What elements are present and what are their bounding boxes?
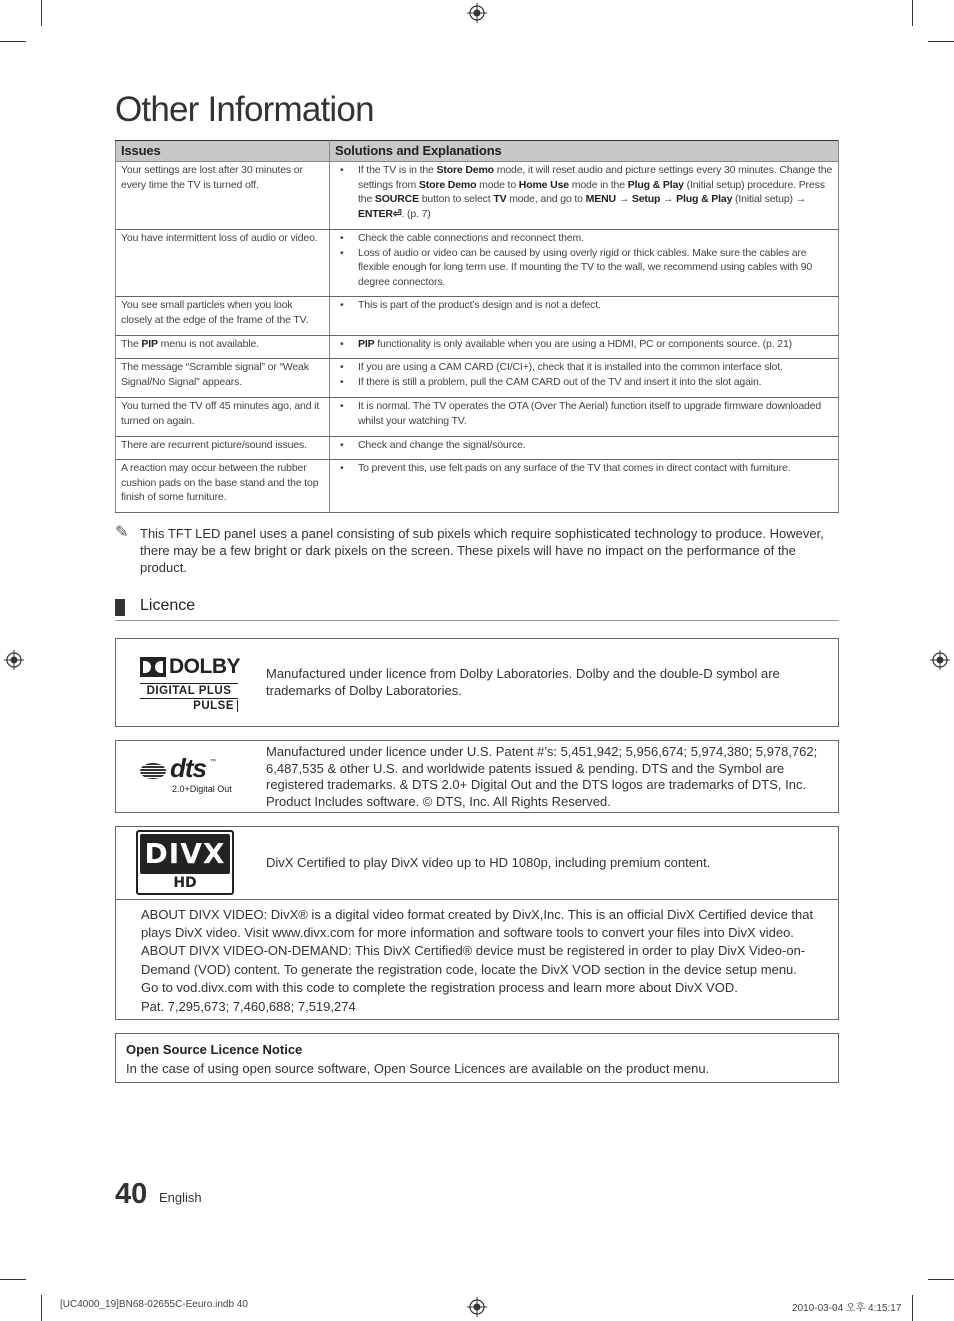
open-source-text: In the case of using open source software, Open Source Licences are available on the product menu. (126, 1061, 710, 1076)
crop-mark (41, 1295, 42, 1321)
issue-cell (116, 460, 330, 513)
solution-item: • Check the cable connections and reconnect them. (335, 231, 833, 246)
solution-cell (330, 297, 839, 336)
issue-text: The PIP menu is not available. (121, 338, 259, 350)
solution-item: • If the TV is in the Store Demo mode, it will reset audio and picture settings every 30 minutes. Change the settings from Store Demo mode to Home Use mode in the Plug & Play (Initial setup) procedure. Press the SOURCE button to select TV mode, and go to MENU → Setup → Plug & Play (Initial setup) → ENTER⏎. (p. 7) (335, 163, 833, 221)
solution-item: • To prevent this, use felt pads on any surface of the TV that comes in direct contact with furniture. (335, 461, 833, 476)
table-row (116, 359, 839, 398)
table-row (116, 437, 839, 460)
crop-mark (41, 0, 42, 26)
open-source-notice-box (115, 1033, 839, 1083)
solution-cell (330, 398, 839, 437)
issue-text: The message “Scramble signal” or “Weak Signal/No Signal” appears. (121, 361, 309, 388)
solution-item: • Check and change the signal/source. (335, 438, 833, 453)
bold-term: SOURCE (374, 193, 419, 206)
issue-text: Your settings are lost after 30 minutes or every time the TV is turned off. (121, 164, 303, 191)
note-text: This TFT LED panel uses a panel consisting of sub pixels which require sophisticated technology to produce. However, there may be a few bright or dark pixels on the screen. These pixels will have no impact on the performance of the product. (140, 526, 824, 575)
issue-cell (116, 336, 330, 359)
bold-term: Home Use (518, 178, 569, 191)
dts-logo (140, 753, 240, 799)
divider (116, 899, 838, 900)
issue-cell (116, 437, 330, 460)
divx-patent-text: Pat. 7,295,673; 7,460,688; 7,519,274 (141, 999, 356, 1015)
bold-term: Plug & Play (627, 178, 684, 191)
table-row (116, 230, 839, 297)
bold-term: ENTER (358, 207, 393, 220)
footer-timestamp: 2010-03-04 오후 4:15:17 (792, 1303, 902, 1314)
crop-mark (0, 41, 26, 42)
dolby-double-d-icon (140, 657, 166, 677)
pencil-note-icon: ✎ (115, 524, 129, 541)
registration-mark-icon (930, 650, 950, 670)
note (115, 526, 839, 576)
issue-cell (116, 162, 330, 230)
issue-text: There are recurrent picture/sound issues. (121, 439, 307, 451)
dts-licence-box (115, 740, 839, 813)
solution-item: • PIP functionality is only available when you are using a HDMI, PC or components source. (p. 21) (335, 337, 833, 352)
registration-mark-icon (4, 650, 24, 670)
bold-term: Store Demo (436, 164, 494, 176)
crop-mark (912, 1295, 913, 1321)
solution-item: • If you are using a CAM CARD (CI/CI+), check that it is installed into the common interface slot. (335, 360, 833, 375)
solution-item: • If there is still a problem, pull the CAM CARD out of the TV and insert it into the slot again. (335, 375, 833, 390)
table-row (116, 398, 839, 437)
dolby-licence-box (115, 638, 839, 727)
page-language: English (159, 1190, 202, 1205)
open-source-title: Open Source Licence Notice (126, 1042, 303, 1057)
solution-cell (330, 460, 839, 513)
divx-about-paragraph: Go to vod.divx.com with this code to complete the registration process and learn more about DivX VOD. (141, 979, 738, 995)
issue-text: You see small particles when you look closely at the edge of the frame of the TV. (121, 299, 309, 326)
solution-item: • Loss of audio or video can be caused by using overly rigid or thick cables. Make sure the cables are flexible enough for long term use. If mounting the TV to the wall, we recommend using cables with 90 degree connectors. (335, 246, 833, 290)
issue-cell (116, 359, 330, 398)
table-row (116, 336, 839, 359)
bold-term: ⏎ (392, 207, 402, 220)
divx-hd-logo (136, 830, 234, 895)
dts-logo-word: dts (170, 753, 206, 783)
column-header-issues: Issues (116, 141, 330, 162)
solution-cell (330, 162, 839, 230)
divx-about-paragraph: ABOUT DIVX VIDEO: DivX® is a digital video format created by DivX,Inc. This is an official DivX Certified device that plays DivX video. Visit www.divx.com for more information and software tools to convert your files into DivX video. (141, 907, 814, 941)
registration-mark-icon (467, 1297, 487, 1317)
bold-term: Setup (631, 193, 661, 206)
bold-term: MENU (585, 193, 616, 206)
crop-mark (0, 1279, 26, 1280)
solution-cell (330, 437, 839, 460)
crop-mark (928, 1279, 954, 1280)
dolby-licence-text: Manufactured under licence from Dolby Laboratories. Dolby and the double-D symbol are trademarks of Dolby Laboratories. (266, 666, 780, 698)
crop-mark (912, 0, 913, 26)
solution-cell (330, 359, 839, 398)
solution-item: • This is part of the product’s design and is not a defect. (335, 298, 833, 313)
dolby-logo (140, 655, 240, 711)
issue-text: A reaction may occur between the rubber cushion pads on the base stand and the top finish of some furniture. (121, 462, 319, 504)
bold-term: PIP (141, 338, 158, 350)
divx-about-text (141, 906, 821, 1016)
page-number: 40 (115, 1178, 148, 1210)
divx-about-paragraph: ABOUT DIVX VIDEO-ON-DEMAND: This DivX Certified® device must be registered in order to play DivX Video-on-Demand (VOD) content. To generate the registration code, locate the DivX VOD section in the device setup menu. (141, 943, 806, 977)
divx-licence-text: DivX Certified to play DivX video up to HD 1080p, including premium content. (266, 855, 711, 870)
solution-item: • It is normal. The TV operates the OTA (Over The Aerial) function itself to upgrade firmware downloaded whilst your watching TV. (335, 399, 833, 428)
licence-heading-text: Licence (140, 597, 196, 614)
issue-cell (116, 297, 330, 336)
troubleshooting-table (115, 140, 839, 513)
issue-cell (116, 398, 330, 437)
page-title: Other Information (115, 90, 374, 129)
table-body (116, 162, 839, 513)
table-row (116, 297, 839, 336)
crop-mark (928, 41, 954, 42)
issue-text: You turned the TV off 45 minutes ago, and it turned on again. (121, 400, 320, 427)
divx-licence-box (115, 826, 839, 1020)
bold-term: PIP (358, 338, 375, 350)
licence-heading (115, 597, 839, 621)
solution-cell (330, 230, 839, 297)
divx-logo-hd: HD (173, 875, 197, 891)
dts-logo-sub: 2.0+Digital Out (172, 784, 232, 794)
dts-licence-text: Manufactured under licence under U.S. Patent #’s: 5,451,942; 5,956,674; 5,974,380; 5,978,762; 6,487,535 & other U.S. and worldwide patents issued & pending. DTS and the Symbol are registered trademarks. & DTS 2.0+ Digital Out and the DTS logos are trademarks of DTS, Inc. Product Includes software. © DTS, Inc. All Rights Reserved. (266, 744, 818, 809)
divx-logo-reg: ® (219, 875, 226, 884)
dolby-logo-word: DOLBY (169, 655, 240, 678)
bold-term: TV (493, 193, 507, 206)
table-row (116, 162, 839, 230)
section-bar-icon (115, 599, 125, 616)
issue-cell (116, 230, 330, 297)
solution-cell (330, 336, 839, 359)
table-header-row (116, 141, 839, 162)
table-row (116, 460, 839, 513)
issue-text: You have intermittent loss of audio or video. (121, 232, 318, 244)
dolby-logo-line1: DIGITAL PLUS (140, 683, 238, 699)
bold-term: Plug & Play (676, 193, 733, 206)
dts-logo-tm: ™ (210, 759, 216, 765)
dts-disc-icon (140, 763, 166, 779)
footer-file-info: [UC4000_19]BN68-02655C-Eeuro.indb 40 (60, 1299, 248, 1310)
registration-mark-icon (467, 3, 487, 23)
divx-logo-word-text: DIVX (144, 837, 226, 870)
bold-term: Store Demo (418, 178, 477, 191)
dolby-logo-line2: PULSE (193, 700, 238, 712)
column-header-solutions: Solutions and Explanations (330, 141, 839, 162)
